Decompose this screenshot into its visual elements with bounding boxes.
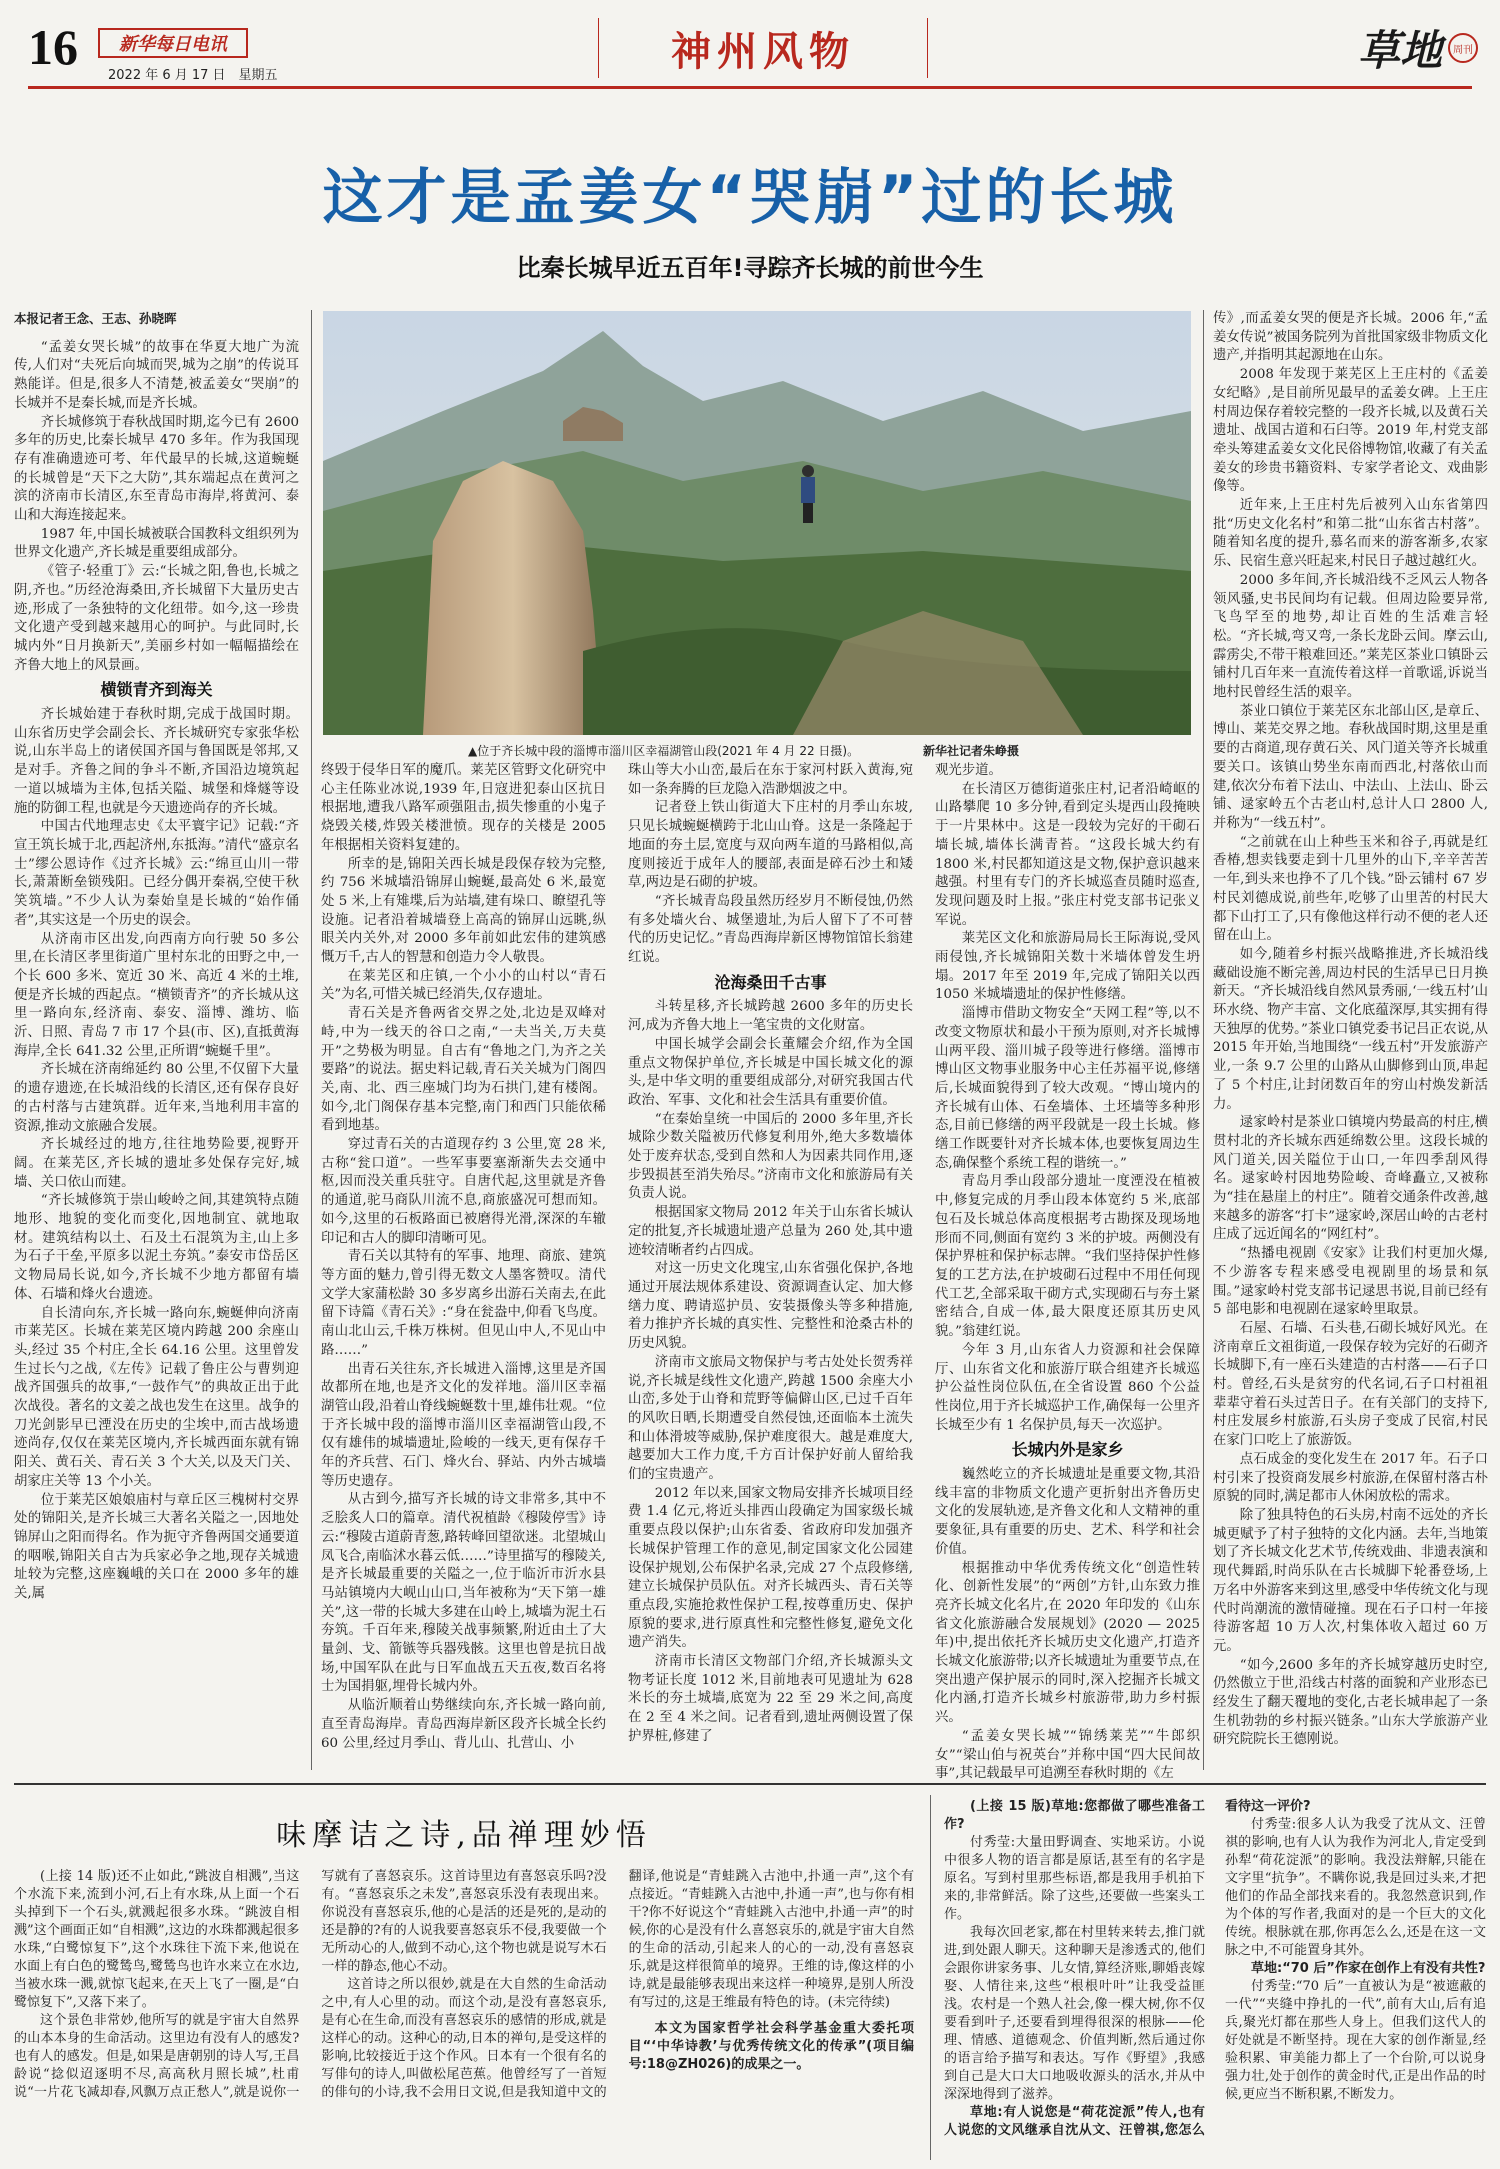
paragraph: 从古到今,描写齐长城的诗文非常多,其中不乏脍炙人口的篇章。清代祝植龄《穆陵停雪》诗云:“穆陵古道蔚青葱,路转峰回望欲迷。北望城山凤飞合,南临沭水暮云低……”诗里描写的穆陵关,是齐长城最重要的关隘之一,位于临沂市沂水县马站镇境内大岘山山口,当年被称为“天下第一雄关”,这一带的长城大多建在山岭上,城墙为泥土石夯筑。千百年来,穆陵关战事频繁,附近由土了大量剑、戈、箭镞等兵器残骸。这里也曾是抗日战场,中国军队在此与日军血战五天五夜,数百名将士为国捐躯,埋骨长城内外。 bbox=[321, 1492, 606, 1695]
paragraph: 青岛月季山段部分遗址一度湮没在植被中,修复完成的月季山段本体宽约 5 米,底部包石及长城总体高度根据考古勘探及现场地形而不同,侧面有宽约 3 米的护坡。两侧没有保护界桩和保护标志牌。“我们坚持保护性修复的工艺方法,在护坡砌石过程中不用任何现代工艺,全部采取干砌方式,实现砌石与夯土紧密结合,自成一体,最大限度还原其历史风貌。”翁建红说。 bbox=[935, 1174, 1200, 1340]
paragraph: 石屋、石墙、石头巷,石砌长城好风光。在济南章丘文祖街道,一段保存较为完好的石砌齐长城脚下,有一座石头建造的古村落——石子口村。曾经,石头是贫穷的代名词,石子口村祖祖辈辈守着石头过苦日子。在有关部门的支持下,村庄发展乡村旅游,石头房子变成了民宿,村民在家门口吃上了旅游饭。 bbox=[1213, 1320, 1488, 1449]
paragraph: 2000 多年间,齐长城沿线不乏风云人物各领风骚,史书民间均有记载。但周边险要异常,飞鸟罕至的地势,却让百姓的生活难言轻松。“齐长城,弯又弯,一条长龙卧云间。摩云山,霹雳尖,不带干粮难回还。”莱芜区茶业口镇卧云铺村几百年来一直流传着这样一首歌谣,诉说当地村民曾经生活的艰辛。 bbox=[1213, 572, 1488, 701]
section-heading: 长城内外是家乡 bbox=[1011, 1440, 1124, 1460]
second-headline: 味摩诘之诗,品禅理妙悟 bbox=[276, 1818, 652, 1853]
section-rule bbox=[14, 1783, 1486, 1785]
article-column-2 bbox=[321, 762, 606, 1770]
paragraph: 1987 年,中国长城被联合国教科文组织列为世界文化遗产,齐长城是重要组成部分。 bbox=[14, 526, 299, 561]
second-article-body bbox=[14, 1868, 914, 2158]
paragraph: 我每次回老家,都在村里转来转去,推门就进,到处跟人聊天。这种聊天是渗透式的,他们会跟你讲家务事、儿女情,算经济账,聊婚丧嫁娶、人情往来,这些“根根叶叶”让我受益匪浅。农村是一个熟人社会,像一棵大树,你不仅要看到叶子,还要看到埋得很深的根脉——伦理、情感、道德观念、价值判断,然后通过你的语言给予描写和表达。写作《野望》,我感到自己是大口大口地吸收源头的活水,并从中深深地得到了滋养。 bbox=[944, 1925, 1205, 2102]
paragraph: 根据推动中华优秀传统文化“创造性转化、创新性发展”的“两创”方针,山东致力推亮齐长城文化名片,在 2020 年印发的《山东省文化旅游融合发展规划》(2020 — 2025 年)中,提出依托齐长城历史文化遗产,打造齐长城文化旅游带;以齐长城遗址为重要节点,在突出遗产保护展示的同时,深入挖掘齐长城文化内涵,打造齐长城乡村旅游带,助力乡村振兴。 bbox=[935, 1560, 1200, 1726]
date-line: 2022 年 6 月 17 日 星期五 bbox=[108, 68, 278, 83]
paragraph: 在莱芜区和庄镇,一个小小的山村以“青石关”为名,可惜关城已经消失,仅存遗址。 bbox=[321, 968, 606, 1003]
paragraph: 济南市长清区文物部门介绍,齐长城源头文物考证长度 1012 米,目前地表可见遗址为 628 米长的夯土城墙,底宽为 22 至 29 米之间,高度在 2 至 4 米之间。记者看到,遗址两侧设置了保护界桩,修建了 bbox=[628, 1654, 913, 1744]
paragraph: (上接 14 版)还不止如此,“跳波自相溅”,当这个水流下来,流到小河,石上有水珠,从上面一个石头掉到下一个石头,就溅起很多水珠。“跳波自相溅”这个画面正如“自相溅”,这边的水珠都溅起很多水珠,“白鹭惊复下”,这个水珠往下流下来,他说在水面上有白色的鹭鸶鸟,鹭鸶鸟也许水来立在水边,当被水珠一溅,就惊飞起来,在天上飞了一圈,是“白鹭惊复下”,又落下来了。 bbox=[14, 1869, 300, 2010]
photo-caption: ▲位于齐长城中段的淄博市淄川区幸福湖管山段(2021 年 4 月 22 日摄)。 bbox=[468, 744, 860, 758]
paragraph: “孟姜女哭长城”的故事在华夏大地广为流传,人们对“夫死后向城而哭,城为之崩”的传说耳熟能详。但是,很多人不清楚,被孟姜女“哭崩”的长城并不是秦长城,而是齐长城。 bbox=[14, 339, 299, 411]
paragraph: 从济南市区出发,向西南方向行驶 50 多公里,在长清区孝里街道广里村东北的田野之中,一个长 600 多米、宽近 30 米、高近 4 米的土堆,便是齐长城的西起点。“横锁青齐”的齐长城从这里一路向东,经济南、泰安、淄博、潍坊、临沂、日照、青岛 7 市 17 个县(市、区),直抵黄海海岸,全长 641.32 公里,正所谓“蜿蜒千里”。 bbox=[14, 931, 299, 1059]
paragraph: 斗转星移,齐长城跨越 2600 多年的历史长河,成为齐鲁大地上一笔宝贵的文化财富。 bbox=[628, 999, 913, 1034]
header-rule bbox=[28, 86, 1472, 89]
paragraph: 草地:有人说您是“荷花淀派”传人,也有人说您的文风继承自沈从文、汪曾祺,您怎么看待这一评价? bbox=[944, 1799, 1311, 2138]
paragraph: 传》,而孟姜女哭的便是齐长城。2006 年,“孟姜女传说”被国务院列为首批国家级非物质文化遗产,并指明其起源地在山东。 bbox=[1213, 311, 1488, 364]
paragraph: “在秦始皇统一中国后的 2000 多年里,齐长城除少数关隘被历代修复利用外,绝大多数墙体处于废弃状态,受到自然和人为因素共同作用,逐步毁损甚至消失殆尽。”济南市文化和旅游局有关负责人说。 bbox=[628, 1111, 913, 1202]
paragraph: 珠山等大小山峦,最后在东于家河村跃入黄海,宛如一条奔腾的巨龙隐入浩渺烟波之中。 bbox=[628, 763, 913, 797]
supplement-title: 草地 bbox=[1357, 26, 1442, 75]
column-divider bbox=[311, 310, 312, 1770]
section-heading: 沧海桑田千古事 bbox=[714, 972, 827, 992]
paragraph: 济南市文旅局文物保护与考古处处长贺秀祥说,齐长城是线性文化遗产,跨越 1500 余座大小山峦,多处于山脊和荒野等偏僻山区,已过千百年的风吹日晒,长期遭受自然侵蚀,还面临本土流失和山体滑坡等威胁,保护难度很大。越是难度大,越要加大工作力度,千方百计保护好前人留给我们的宝贵遗产。 bbox=[628, 1354, 913, 1483]
sub-headline: 比秦长城早近五百年!寻踪齐长城的前世今生 bbox=[516, 254, 984, 282]
main-photo bbox=[323, 311, 1191, 735]
paragraph: “孟姜女哭长城”“锦绣莱芜”“牛郎织女”“梁山伯与祝英台”并称中国“四大民间故事”,其记载最早可追溯至春秋时期的《左 bbox=[935, 1728, 1200, 1782]
paragraph: 莱芜区文化和旅游局局长王际海说,受风雨侵蚀,齐长城锦阳关数十米墙体曾发生坍塌。2017 年至 2019 年,完成了锦阳关以西 1050 米城墙遗址的保护性修缮。 bbox=[935, 931, 1200, 1003]
paragraph: 《管子·轻重丁》云:“长城之阳,鲁也,长城之阴,齐也。”历经沧海桑田,齐长城留下大量历史古迹,形成了一条独特的文化纽带。如今,这一珍贵文化遗产受到越来越用心的呵护。与此同时,长城内外“日月换新天”,美丽乡村如一幅幅描绘在齐鲁大地上的风景画。 bbox=[14, 564, 299, 673]
paragraph: 齐长城在济南绵延约 80 公里,不仅留下大量的遗存遗迹,在长城沿线的长清区,还有保存良好的古村落与古建筑群。近年来,当地利用丰富的资源,推动文旅融合发展。 bbox=[14, 1062, 299, 1134]
paragraph: 茶业口镇位于莱芜区东北部山区,是章丘、博山、莱芜交界之地。春秋战国时期,这里是重要的古商道,现存黄石关、风门道关等齐长城重要关口。该镇山势坐东南而西北,村落依山而建,依次分布着下法山、中法山、上法山、卧云铺、逯家岭五个古老山村,总计人口 2800 人,并称为“一线五村”。 bbox=[1213, 703, 1488, 831]
paragraph: 对这一历史文化瑰宝,山东省强化保护,各地通过开展法规体系建设、资源调查认定、加大修缮力度、聘请巡护员、安装摄像头等多种措施,着力推护齐长城的真实性、完整性和沧桑古朴的历史风貌。 bbox=[628, 1261, 913, 1352]
paragraph: 除了独具特色的石头房,村南不远处的齐长城更赋予了村子独特的文化内涵。去年,当地策划了齐长城文化艺术节,传统戏曲、非遗表演和现代舞蹈,时尚乐队在古长城脚下轮番登场,上万名中外游客来到这里,感受中华传统文化与现代时尚潮流的激情碰撞。现在石子口村一年接待游客超 10 万人次,村集体收入超过 60 万元。 bbox=[1213, 1508, 1488, 1654]
paragraph: (上接 15 版)草地:您都做了哪些准备工作? bbox=[944, 1799, 1205, 1832]
paragraph: 中国古代地理志史《太平寰宇记》记载:“齐宣王筑长城于北,西起济州,东抵海。”清代“盛京名士”缪公恩诗作《过齐长城》云:“绵亘山川一带长,萧萧断垒锁残阳。已经分偶开秦祸,空使干秋笑筑墙。”不少人认为秦始皇是长城的“始作俑者”,其实这是一个历史的误会。 bbox=[14, 819, 299, 928]
paragraph: 出青石关往东,齐长城进入淄博,这里是齐国故都所在地,也是齐文化的发祥地。淄川区幸福湖管山段,沿着山脊线蜿蜒数十里,雄伟壮观。“位于齐长城中段的淄博市淄川区幸福湖管山段,不仅有雄伟的城墙遗址,险峻的一线天,更有保存千年的齐兵营、石门、烽火台、驿站、内外古城墙等历史遗存。 bbox=[321, 1361, 606, 1489]
paragraph: 近年来,上王庄村先后被列入山东省第四批“历史文化名村”和第二批“山东省古村落”。随着知名度的提升,慕名而来的游客渐多,农家乐、民宿生意兴旺起来,村民日子越过越红火。 bbox=[1213, 498, 1488, 570]
brand-logo bbox=[98, 28, 248, 58]
paragraph: 齐长城修筑于春秋战国时期,迄今已有 2600 多年的历史,比秦长城早 470 多年。作为我国现存有准确遗迹可考、年代最早的长城,这道蜿蜒的长城曾是“天下之大防”,其东端起点在黄河之滨的济南市长清区,东至青岛市海岸,将黄河、泰山和大海连接起来。 bbox=[14, 414, 299, 524]
paragraph: 点石成金的变化发生在 2017 年。石子口村引来了投资商发展乡村旅游,在保留村落古朴原貌的同时,满足都市人休闲放松的需求。 bbox=[1213, 1451, 1488, 1505]
masthead bbox=[28, 18, 1472, 82]
section-heading: 横锁青齐到海关 bbox=[100, 680, 213, 700]
paragraph: 根据国家文物局 2012 年关于山东省长城认定的批复,齐长城遗址遗产总量为 260 处,其中遗迹较清晰者约占四成。 bbox=[628, 1205, 913, 1258]
paragraph: “热播电视剧《安家》让我们村更加火爆,不少游客专程来感受电视剧里的场景和氛围。”逯家岭村党支部书记逯思书说,目前已经有 5 部电影和电视剧在逯家岭里取景。 bbox=[1213, 1246, 1488, 1318]
paragraph: 付秀莹:“70 后”一直被认为是“被遮蔽的一代”“夹缝中挣扎的一代”,前有大山,后有追兵,聚光灯都在那些人身上。但我们这代人的好处就是不断坚持。现在大家的创作渐显,经验积累、审美能力都上了一个台阶,可以说身强力壮,处于创作的黄金时代,正是出作品的时候,更应当不断积累,不断发力。 bbox=[1225, 1979, 1486, 2102]
paragraph: 付秀莹:很多人认为我受了沈从文、汪曾祺的影响,也有人认为我作为河北人,肯定受到孙犁“荷花淀派”的影响。我没法辩解,只能在文字里“抗争”。不瞒你说,我是回过头来,才把他们的作品全部找来看的。我忽然意识到,作为个体的写作者,我面对的是一个巨大的文化传统。根脉就在那,你再怎么么,还是在这一文脉之中,不可能置身其外。 bbox=[1225, 1817, 1486, 1958]
paragraph: 从临沂顺着山势继续向东,齐长城一路向前,直至青岛海岸。青岛西海岸新区段齐长城全长约 60 公里,经过月季山、背儿山、扎营山、小 bbox=[321, 1698, 606, 1751]
paragraph: “之前就在山上种些玉米和谷子,再就是红香椿,想卖钱要走到十几里外的山下,辛辛苦苦一年,到头来也挣不了几个钱。”卧云铺村 67 岁村民刘德成说,前些年,吃够了山里苦的村民大都下山打工了,只有像他这样行动不便的老人还留在山上。 bbox=[1213, 834, 1488, 944]
photo-credit: 新华社记者朱峥摄 bbox=[923, 744, 1020, 758]
paragraph: 齐长城始建于春秋时期,完成于战国时期。山东省历史学会副会长、齐长城研究专家张华松说,山东半岛上的诸侯国齐国与鲁国既是邻邦,又是对手。齐鲁之间的争斗不断,齐国沿边境筑起一道以城墙为主体,包括关隘、城堡和烽燧等设施的防御工程,也就是今天遗迹尚存的齐长城。 bbox=[14, 707, 299, 816]
main-headline: 这才是孟姜女“哭崩”过的长城 bbox=[322, 163, 1178, 233]
paragraph: “如今,2600 多年的齐长城穿越历史时空,仍然傲立于世,沿线古村落的面貌和产业形态已经发生了翻天覆地的变化,古老长城串起了一条生机勃勃的乡村振兴链条。”山东大学旅游产业研究院院长王德刚说。 bbox=[1213, 1657, 1488, 1748]
paragraph: 记者登上铁山街道大下庄村的月季山东坡,只见长城蜿蜒横跨于北山山脊。这是一条隆起于地面的夯土层,宽度与双向两车道的马路相似,高度则接近于成年人的腰部,表面是碎石沙土和矮草,两边是石砌的护坡。 bbox=[628, 800, 913, 891]
paragraph: 所幸的是,锦阳关西长城是段保存较为完整,约 756 米城墙沿锦屏山蜿蜒,最高处 6 米,最宽处 5 米,上有雉堞,后为站墙,建有垛口、瞭望孔等设施。记者沿着城墙登上高高的锦屏山远眺,纵眼关内关外,对 2000 多年前如此宏伟的建筑感慨万千,古人的智慧和创造力令人敬畏。 bbox=[321, 856, 606, 966]
paragraph: 中国长城学会副会长董耀会介绍,作为全国重点文物保护单位,齐长城是中国长城文化的源头,是中华文明的重要组成部分,对研究我国古代政治、军事、文化和社会生活具有重要价值。 bbox=[628, 1036, 913, 1108]
page-number: 16 bbox=[28, 19, 78, 75]
paragraph: “齐长城修筑于崇山峻岭之间,其建筑特点随地形、地貌的变化而变化,因地制宜、就地取材。建筑结构以土、石及土石混筑为主,山上多为石子干垒,平原多以泥土夯筑。”泰安市岱岳区文物局局长说,如今,齐长城不少地方都留有墙体、石墙和烽火台遗迹。 bbox=[14, 1193, 299, 1302]
paragraph: 草地:“70 后”作家在创作上有没有共性? bbox=[1251, 1961, 1486, 1976]
paragraph: 2012 年以来,国家文物局安排齐长城项目经费 1.4 亿元,将近头排西山段确定为国家级长城重要点段以保护;山东省委、省政府印发加强齐长城保护管理工作的意见,制定国家文化公园建设保护规划,公布保护名录,完成 27 个点段修缮,建立长城保护员队伍。对齐长城西头、青石关等重点段,实施抢救性保护工程,按尊重历史、保护原貌的要求,进行原真性和完整性修复,避免文化遗产消失。 bbox=[628, 1485, 913, 1651]
paragraph: 观光步道。 bbox=[935, 763, 1002, 778]
section-title: 神州风物 bbox=[671, 27, 855, 75]
paragraph: 穿过青石关的古道现存约 3 公里,宽 28 米,古称“瓮口道”。一些军事要塞渐渐失去交通中枢,因而没关重兵驻守。自唐代起,这里就是齐鲁的通道,驼马商队川流不息,商旅盛况可想而知。如今,这里的石板路面已被磨得光滑,深深的车辙印记和古人的脚印清晰可见。 bbox=[321, 1137, 606, 1246]
section-title-box bbox=[598, 18, 928, 78]
brand-name: 新华每日电讯 bbox=[119, 34, 227, 55]
paragraph: 逯家岭村是茶业口镇境内势最高的村庄,横贯村北的齐长城东西延绵数公里。这段长城的风门道关,因关隘位于山口,一年四季刮风得名。逯家岭村因地势险峻、奇峰矗立,又被称为“挂在悬崖上的村庄”。随着交通条件改善,越来越多的游客“打卡”逯家岭,深居山岭的古老村庄成了远近闻名的“网红村”。 bbox=[1213, 1115, 1488, 1243]
article-column-3 bbox=[628, 762, 913, 1770]
paragraph: 青石关以其特有的军事、地理、商旅、建筑等方面的魅力,曾引得无数文人墨客赞叹。清代文学大家蒲松龄 30 多岁离乡出游石关南去,在此留下诗篇《青石关》:“身在瓮盎中,仰看飞鸟度。南山北山云,千株万株树。但见山中人,不见山中路……” bbox=[321, 1249, 606, 1358]
paragraph: 如今,随着乡村振兴战略推进,齐长城沿线藏础设施不断完善,周边村民的生活早已日月换新天。“齐长城沿线自然风景秀丽,‘一线五村’山环水绕、物产丰富、文化底蕴深厚,其实拥有得天独厚的优势。”茶业口镇党委书记吕正农说,从 2015 年开始,当地围绕“一线五村”开发旅游产业,一条 9.7 公里的山路从山脚修到山顶,串起了 5 个村庄,让封闭数百年的穷山村焕发新活力。 bbox=[1213, 946, 1488, 1112]
paragraph: 位于莱芜区娘娘庙村与章丘区三槐树村交界处的锦阳关,是齐长城三大著名关隘之一,因地处锦屏山之阳而得名。作为扼守齐鲁两国交通要道的咽喉,锦阳关自古为兵家必争之地,现存关城遗址较为完整,这座巍峨的关口在 2000 多年的雄关,属 bbox=[14, 1492, 299, 1602]
paragraph: 这个景色非常妙,他所写的就是宇宙大自然界的山本本身的生命活动。这里边有没有人的感发?也有人的感发。但是,如果是唐朝别的诗人写,王昌龄说“捻似迢逐明不尽,高高秋月照长城”,杜甫说“一片花飞减却春,风飘万点正愁人”,就是说你一写就有了喜怒哀乐。这首诗里边有喜怒哀乐吗?没有。“喜怒哀乐之未发”,喜怒哀乐没有表现出来。你说没有喜怒哀乐,他的心是活的还是死的,是动的还是静的?有的人说我要喜怒哀乐不侵,我要做一个无所动心的人,做到不动心,这个物也就是说写木石一样的静态,他心不动。 bbox=[14, 1869, 607, 2100]
paragraph: “齐长城青岛段虽然历经岁月不断侵蚀,仍然有多处墙火台、城堡遗址,为后人留下了不可替代的历史记忆。”青岛西海岸新区博物馆馆长翁建红说。 bbox=[628, 893, 913, 966]
supplement-seal bbox=[1448, 33, 1478, 63]
paragraph: 2008 年发现于莱芜区上王庄村的《孟姜女纪略》,是目前所见最早的孟姜女碑。上王庄村周边保存着较完整的一段齐长城,以及黄石关遗址、战国古道和石臼等。2019 年,村党支部牵头筹建孟姜女文化民俗博物馆,收藏了有关孟姜女的珍贵书籍资料、专家学者论文、戏曲影像等。 bbox=[1213, 367, 1488, 495]
column-divider bbox=[1203, 310, 1204, 1770]
paragraph: 今年 3 月,山东省人力资源和社会保障厅、山东省文化和旅游厅联合组建齐长城巡护公益性岗位队伍,在全省设置 860 个公益性岗位,用于齐长城巡护工作,确保每一公里齐长城至少有 1 名保护员,每天一次巡护。 bbox=[935, 1342, 1200, 1433]
paragraph: 在长清区万德街道张庄村,记者沿崎岖的山路攀爬 10 多分钟,看到定头堤西山段掩映于一片果林中。这是一段较为完好的干砌石墙长城,墙体长满青苔。“这段长城大约有 1800 米,村民都知道这是文物,保护意识越来越强。村里有专门的齐长城巡查员随时巡查,发现问题及时上报。”张庄村党支部书记张义军说。 bbox=[935, 781, 1200, 928]
paragraph: 淄博市借助文物安全“天网工程”等,以不改变文物原状和最小干预为原则,对齐长城博山两平段、淄川城子段等进行修缮。淄博市博山区文物事业服务中心主任苏福平说,修缮后,长城面貌得到了较大改观。“博山境内的齐长城有山体、石垒墙体、土坯墙等多种形态,目前已修缮的两平段就是一段土长城。修缮工作既要针对齐长城本体,也要恢复周边生态,确保整个系统工程的谐统一。” bbox=[935, 1006, 1200, 1171]
paragraph: 自长清向东,齐长城一路向东,蜿蜒伸向济南市莱芜区。长城在莱芜区境内跨越 200 余座山头,经过 35 个村庄,全长 64.16 公里。这里曾发生过长勺之战,《左传》记载了鲁庄公与曹刿迎战齐国强兵的故事,“一鼓作气”的典故正出于此次战役。著名的文姜之战也发生在这里。战争的刀光剑影早已湮没在历史的尘埃中,而古战场遗迹尚存,仅仅在莱芜区境内,齐长城西面东就有锦阳关、黄石关、青石关 3 个大关,以及天门关、胡家庄关等 13 个小关。 bbox=[14, 1305, 299, 1489]
great-wall-landscape-photo bbox=[323, 311, 1191, 735]
byline: 本报记者王念、王志、孙晓晖 bbox=[14, 311, 177, 326]
article-column-1 bbox=[14, 310, 299, 1770]
article-column-5 bbox=[1213, 310, 1488, 1770]
paragraph: 齐长城经过的地方,往往地势险要,视野开阔。在莱芜区,齐长城的遗址多处保存完好,城墙、关口依山而建。 bbox=[14, 1137, 299, 1190]
project-note: 本文为国家哲学社会科学基金重大委托项目“‘中华诗教’与优秀传统文化的传承”(项目编号:18@ZH026)的成果之一。 bbox=[628, 2021, 914, 2072]
article-column-4 bbox=[935, 762, 1200, 1782]
supplement-suffix: 周刊 bbox=[1453, 44, 1473, 56]
paragraph: 终毁于侵华日军的魔爪。莱芜区管野文化研究中心主任陈业冰说,1939 年,日寇进犯泰山区抗日根据地,遭我八路军顽强阻击,损失惨重的小鬼子烧毁关楼,炸毁关楼泄愤。现存的关楼是 2005 年根据相关资料复建的。 bbox=[321, 763, 606, 853]
paragraph: 巍然屹立的齐长城遗址是重要文物,其沿线丰富的非物质文化遗产更折射出齐鲁历史文化的发展轨迹,是齐鲁文化和人文精神的重要象征,具有重要的历史、艺术、科学和社会价值。 bbox=[935, 1467, 1200, 1557]
paragraph: 付秀莹:大量田野调查、实地采访。小说中很多人物的语言都是原话,甚至有的名字是原名。写到村里那些标语,都是我用手机拍下来的,非常鲜活。除了这些,还要做一些案头工作。 bbox=[944, 1835, 1205, 1922]
paragraph: 青石关是齐鲁两省交界之处,北边是双峰对峙,中为一线天的谷口之南,“一夫当关,万夫莫开”之势极为明显。自古有“鲁地之门,为齐之关要路”的说法。据史料记载,青石关关城为门阁四关,南、北、西三座城门均为石拱门,建有楼阁。如今,北门阁保存基本完整,南门和西门只能依稀看到地基。 bbox=[321, 1006, 606, 1134]
column-divider bbox=[930, 1795, 931, 2160]
paragraph: 这首诗之所以很妙,就是在大自然的生命活动之中,有人心里的动。而这个动,是没有喜怒哀乐,是有心在生命,而没有喜怒哀乐的感情的形成,就是这样心的动。这种心的动,日本的禅句,是受这样的影响,比较接近于这个作风。日本有一个很有名的写俳句的诗人,叫做松尾芭蕉。他曾经写了一首短的俳句的小诗,我不会用日文说,但是我知道中文的翻译,他说是“青蛙跳入古池中,扑通一声”,这个有点接近。“青蛙跳入古池中,扑通一声”,也与你有相干?你不好说这个“青蛙跳入古池中,扑通一声”的时候,你的心是没有什么喜怒哀乐的,就是宇宙大自然的生命的活动,引起来人的心的一动,没有喜怒哀乐,就是这样很简单的境界。王维的诗,像这样的小诗,就是最能够表现出来这样一种境界,是别人所没有写过的,这是王维最有特色的诗。(未完待续) bbox=[321, 1869, 914, 2100]
interview-body bbox=[944, 1798, 1486, 2160]
supplement-title-box bbox=[1298, 18, 1478, 78]
